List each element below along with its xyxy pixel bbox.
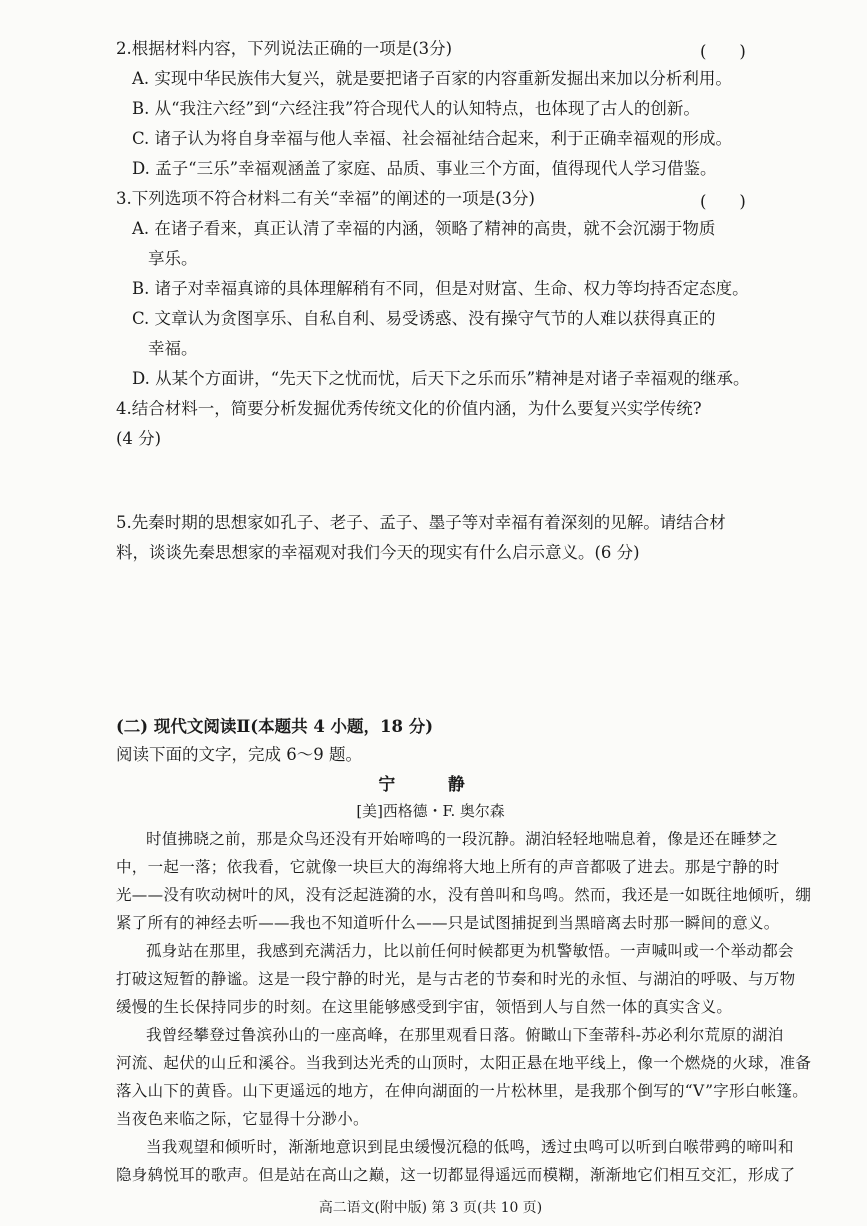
question-3-option-b: B. 诸子对幸福真谛的具体理解稍有不同，但是对财富、生命、权力等均持否定态度。	[132, 279, 749, 298]
article-line: 时值拂晓之前，那是众鸟还没有开始啼鸣的一段沉静。湖泊轻轻地喘息着，像是还在睡梦之	[146, 830, 779, 848]
article-line: 河流、起伏的山丘和溪谷。当我到达光秃的山顶时，太阳正悬在地平线上，像一个燃烧的火球，准备	[116, 1054, 812, 1072]
article-author: [美]西格德・F. 奥尔森	[356, 802, 505, 820]
section-heading: (二) 现代文阅读Ⅱ(本题共 4 小题，18 分)	[116, 717, 434, 736]
question-5-stem-cont: 料，谈谈先秦思想家的幸福观对我们今天的现实有什么启示意义。(6 分)	[116, 543, 640, 562]
question-3-stem: 3.下列选项不符合材料二有关“幸福”的阐述的一项是(3分)	[116, 189, 535, 208]
article-line: 打破这短暂的静谧。这是一段宁静的时光，是与古老的节奏和时光的永恒、与湖泊的呼吸、与万物	[116, 970, 796, 988]
question-4-points: (4 分)	[116, 429, 162, 448]
question-4-stem: 4.结合材料一，简要分析发掘优秀传统文化的价值内涵，为什么要复兴实学传统?	[116, 399, 702, 418]
page-footer: 高二语文(附中版) 第 3 页(共 10 页)	[318, 1200, 543, 1216]
article-line: 当夜色来临之际，它显得十分渺小。	[116, 1110, 369, 1128]
article-line: 中，一起一落；依我看，它就像一块巨大的海绵将大地上所有的声音都吸了进去。那是宁静的时	[116, 858, 780, 876]
question-3-option-a-cont: 享乐。	[148, 249, 198, 268]
article-line: 落入山下的黄昏。山下更遥远的地方，在伸向湖面的一片松林里，是我那个倒写的“V”字形白帐篷。	[116, 1082, 809, 1100]
question-3-option-d: D. 从某个方面讲，“先天下之忧而忧，后天下之乐而乐”精神是对诸子幸福观的继承。	[132, 369, 750, 388]
question-3-option-c: C. 文章认为贪图享乐、自私自利、易受诱惑、没有操守气节的人难以获得真正的	[132, 309, 716, 328]
article-line: 我曾经攀登过鲁滨孙山的一座高峰，在那里观看日落。俯瞰山下奎蒂科-苏必利尔荒原的湖泊	[146, 1026, 784, 1044]
article-line: 隐身鸫悦耳的歌声。但是站在高山之巅，这一切都显得遥远而模糊，渐渐地它们相互交汇，形成了	[116, 1166, 796, 1184]
article-line: 缓慢的生长保持同步的时刻。在这里能够感受到宇宙，领悟到人与自然一体的真实含义。	[116, 998, 733, 1016]
question-2-answer-blank: ( )	[700, 42, 746, 61]
article-line: 当我观望和倾听时，渐渐地意识到昆虫缓慢沉稳的低鸣，透过虫鸣可以听到白喉带鹀的啼叫和	[146, 1138, 794, 1156]
question-3-option-a: A. 在诸子看来，真正认清了幸福的内涵，领略了精神的高贵，就不会沉溺于物质	[132, 219, 716, 238]
question-5-stem: 5.先秦时期的思想家如孔子、老子、孟子、墨子等对幸福有着深刻的见解。请结合材	[116, 513, 726, 532]
question-2-option-b: B. 从“我注六经”到“六经注我”符合现代人的认知特点，也体现了古人的创新。	[132, 99, 700, 118]
section-instruction: 阅读下面的文字，完成 6～9 题。	[116, 745, 362, 764]
article-line: 孤身站在那里，我感到充满活力，比以前任何时候都更为机警敏悟。一声喊叫或一个举动都会	[146, 942, 794, 960]
question-3-option-c-cont: 幸福。	[148, 339, 198, 358]
question-2-option-a: A. 实现中华民族伟大复兴，就是要把诸子百家的内容重新发掘出来加以分析利用。	[132, 69, 732, 88]
article-line: 光——没有吹动树叶的风，没有泛起涟漪的水，没有兽叫和鸟鸣。然而，我还是一如既往地倾听，绷	[116, 886, 812, 904]
question-2-stem: 2.根据材料内容，下列说法正确的一项是(3分)	[116, 39, 453, 58]
question-3-answer-blank: ( )	[700, 192, 746, 211]
question-2-option-c: C. 诸子认为将自身幸福与他人幸福、社会福祉结合起来，利于正确幸福观的形成。	[132, 129, 733, 148]
article-title: 宁 静	[378, 775, 483, 795]
question-2-option-d: D. 孟子“三乐”幸福观涵盖了家庭、品质、事业三个方面，值得现代人学习借鉴。	[132, 159, 717, 178]
article-line: 紧了所有的神经去听——我也不知道听什么——只是试图捕捉到当黑暗离去时那一瞬间的意义。	[116, 914, 780, 932]
